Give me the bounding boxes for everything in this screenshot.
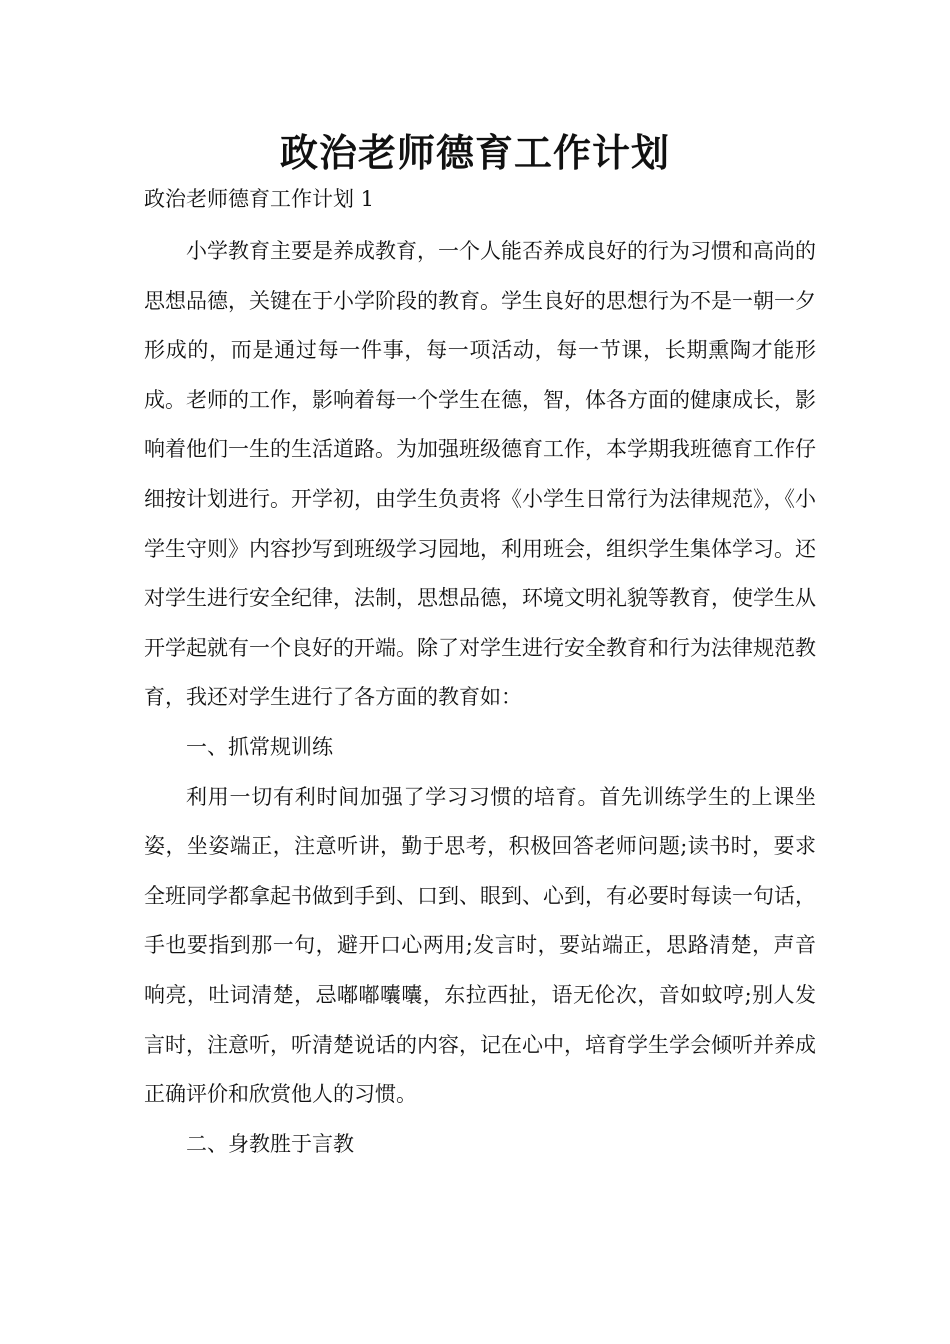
paragraph-intro: 小学教育主要是养成教育，一个人能否养成良好的行为习惯和高尚的思想品德，关键在于小学阶段的教育。学生良好的思想行为不是一朝一夕形成的，而是通过每一件事，每一项活动，每一节课，长期熏陶才能形成。老师的工作，影响着每一个学生在德，智，体各方面的健康成长，影响着他们一生的生活道路。为加强班级德育工作，本学期我班德育工作仔细按计划进行。开学初，由学生负责将《小学生日常行为法律规范》，《小学生守则》内容抄写到班级学习园地，利用班会，组织学生集体学习。还对学生进行安全纪律，法制，思想品德，环境文明礼貌等教育，使学生从开学起就有一个良好的开端。除了对学生进行安全教育和行为法律规范教育，我还对学生进行了各方面的教育如： [144, 239, 816, 710]
document-body [144, 227, 816, 1169]
document-subtitle: 政治老师德育工作计划 1 [144, 187, 375, 211]
section-heading-1: 一、抓常规训练 [186, 734, 333, 759]
paragraph-routine-training: 利用一切有利时间加强了学习习惯的培育。首先训练学生的上课坐姿，坐姿端正，注意听讲，勤于思考，积极回答老师问题;读书时，要求全班同学都拿起书做到手到、口到、眼到、心到，有必要时每读一句话，手也要指到那一句，避开口心两用;发言时，要站端正，思路清楚，声音响亮，吐词清楚，忌嘟嘟囔囔，东拉西扯，语无伦次，音如蚊哼;别人发言时，注意听，听清楚说话的内容，记在心中，培育学生学会倾听并养成正确评价和欣赏他人的习惯。 [144, 784, 816, 1107]
section-heading-2: 二、身教胜于言教 [186, 1131, 354, 1156]
document-title: 政治老师德育工作计划 [279, 130, 670, 175]
